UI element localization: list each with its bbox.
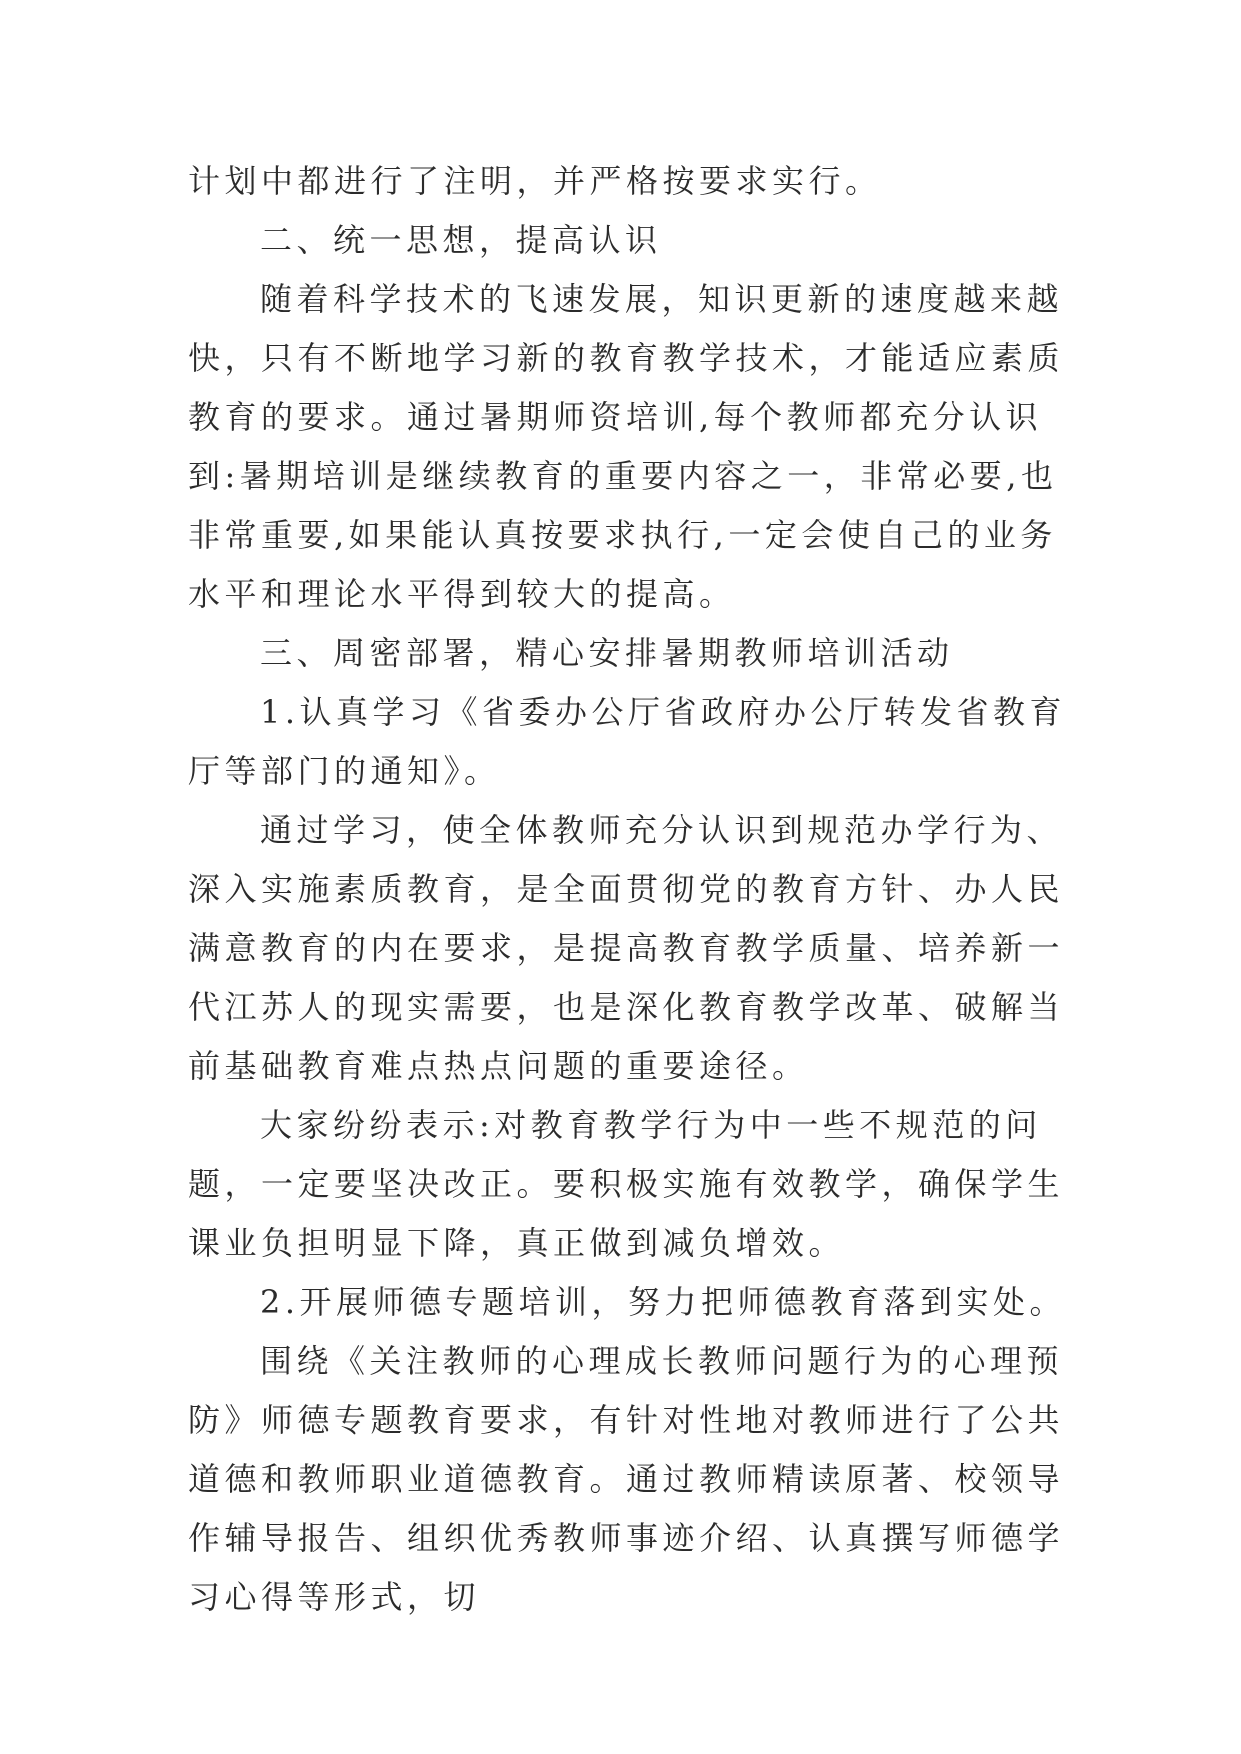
body-text — [188, 152, 1068, 1627]
subheading-ethics-training: 2.开展师德专题培训，努力把师德教育落到实处。 — [260, 1283, 1067, 1321]
paragraph: 随着科学技术的飞速发展，知识更新的速度越来越快，只有不断地学习新的教育教学技术，才能适应素质教育的要求。通过暑期师资培训,每个教师都充分认识到:暑期培训是继续教育的重要内容之一，非常必要,也非常重要,如果能认真按要求执行,一定会使自己的业务水平和理论水平得到较大的提高。 — [188, 280, 1065, 613]
paragraph: 围绕《关注教师的心理成长教师问题行为的心理预防》师德专题教育要求，有针对性地对教师进行了公共道德和教师职业道德教育。通过教师精读原著、校领导作辅导报告、组织优秀教师事迹介绍、认真撰写师德学习心得等形式，切 — [188, 1342, 1065, 1616]
paragraph: 大家纷纷表示:对教育教学行为中一些不规范的问题，一定要坚决改正。要积极实施有效教学，确保学生课业负担明显下降，真正做到减负增效。 — [188, 1106, 1065, 1262]
paragraph-continuation: 计划中都进行了注明，并严格按要求实行。 — [188, 162, 882, 200]
section-heading-deployment: 三、周密部署，精心安排暑期教师培训活动 — [260, 634, 954, 672]
section-heading-unify-thinking: 二、统一思想，提高认识 — [260, 221, 662, 259]
paragraph: 通过学习，使全体教师充分认识到规范办学行为、深入实施素质教育，是全面贯彻党的教育方针、办人民满意教育的内在要求，是提高教育教学质量、培养新一代江苏人的现实需要，也是深化教育教学改革、破解当前基础教育难点热点问题的重要途径。 — [188, 811, 1065, 1085]
subheading-study-notice: 1.认真学习《省委办公厅省政府办公厅转发省教育厅等部门的通知》。 — [188, 693, 1067, 790]
